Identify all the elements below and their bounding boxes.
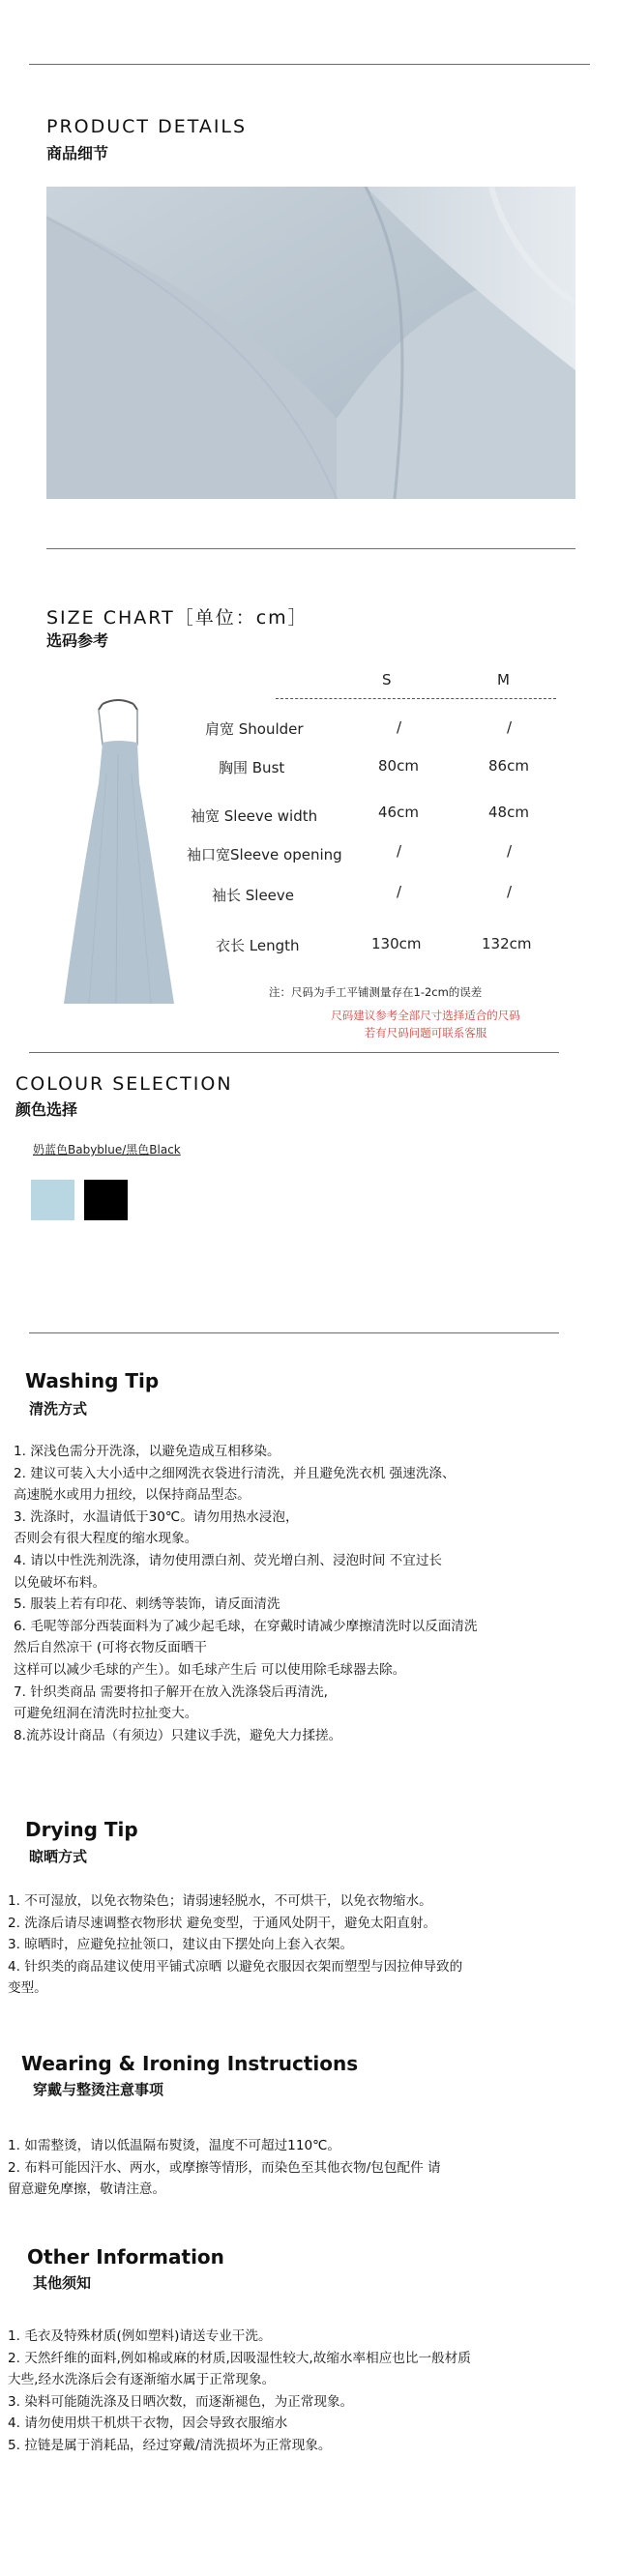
washing-line: 3. 洗涤时，水温请低于30℃。请勿用热水浸泡， [14, 1508, 299, 1525]
size-row-label: 肩宽 Shoulder [205, 720, 304, 738]
drying-line: 变型。 [8, 1980, 47, 1997]
drying-line: 3. 晾晒时，应避免拉扯领口，建议由下摆处向上套入衣架。 [8, 1937, 354, 1953]
washing-line: 8.流苏设计商品（有须边）只建议手洗，避免大力揉搓。 [14, 1727, 342, 1743]
size-row-label: 袖口宽Sleeve opening [187, 846, 342, 864]
size-row-m: / [507, 718, 513, 736]
size-row-label: 衣长 Length [216, 937, 300, 954]
other-info-subtitle: 其他须知 [33, 2274, 92, 2292]
size-row-s: / [397, 883, 402, 900]
size-col-s: S [382, 671, 392, 688]
size-row-s: / [397, 718, 402, 736]
size-note: 注：尺码为手工平铺测量存在1-2cm的误差 [269, 985, 483, 999]
wearing-line: 2. 布料可能因汗水、两水，或摩擦等情形，而染色至其他衣物/包包配件 请 [8, 2159, 441, 2176]
size-header-rule [276, 698, 556, 699]
washing-line: 以免破坏布料。 [14, 1574, 106, 1591]
washing-tip-title: Washing Tip [25, 1369, 160, 1392]
wearing-ironing-subtitle: 穿戴与整烫注意事项 [33, 2081, 164, 2098]
washing-line: 5. 服装上若有印花、刺绣等装饰，请反面清洗 [14, 1596, 280, 1613]
size-row-label: 胸围 Bust [219, 759, 285, 776]
washing-tip-list [14, 1441, 477, 1746]
washing-line: 然后自然凉干 (可将衣物反面晒干 [14, 1640, 207, 1656]
size-row-m: / [507, 883, 513, 900]
swatch-black[interactable] [84, 1180, 128, 1220]
washing-line: 1. 深浅色需分开洗涤，以避免造成互相移染。 [14, 1444, 280, 1459]
size-row-m: 86cm [488, 757, 529, 775]
size-row-s: 130cm [371, 935, 422, 952]
washing-line: 7. 针织类商品 需要将扣子解开在放入洗涤袋后再清洗, [14, 1683, 328, 1700]
size-note-red-1: 尺码建议参考全部尺寸选择适合的尺码 [331, 1009, 520, 1022]
size-chart-title: SIZE CHART［单位：cm］ [46, 607, 309, 629]
drying-line: 2. 洗涤后请尽速调整衣物形状 避免变型，于通风处阴干，避免太阳直射。 [8, 1915, 437, 1931]
washing-line: 否则会有很大程度的缩水现象。 [14, 1531, 198, 1547]
other-line: 大些,经水洗涤后会有逐渐缩水属于正常现象。 [8, 2372, 276, 2388]
other-line: 4. 请勿使用烘干机烘干衣物，因会导致衣服缩水 [8, 2415, 288, 2432]
washing-line: 6. 毛呢等部分西装面料为了减少起毛球，在穿戴时请减少摩擦清洗时以反面清洗 [14, 1618, 478, 1634]
size-chart-subtitle: 选码参考 [46, 631, 109, 650]
colour-selection-subtitle: 颜色选择 [15, 1100, 78, 1119]
size-row-s: 46cm [378, 804, 419, 821]
size-col-m: M [497, 671, 510, 688]
product-details-title: PRODUCT DETAILS [46, 116, 248, 137]
size-row-label: 袖长 Sleeve [212, 887, 295, 904]
other-info-list [8, 2326, 471, 2457]
wearing-ironing-list [8, 2135, 441, 2201]
size-note-red-2: 若有尺码问题可联系客服 [364, 1026, 487, 1039]
colour-label: 奶蓝色Babyblue/黑色Black [33, 1143, 181, 1156]
section-divider-3 [29, 1332, 559, 1333]
drying-line: 1. 不可湿放，以免衣物染色；请弱速轻脱水，不可烘干，以免衣物缩水。 [8, 1893, 432, 1909]
wearing-line: 1. 如需整烫，请以低温隔布熨烫，温度不可超过110℃。 [8, 2138, 340, 2153]
section-divider-1 [46, 548, 575, 549]
other-line: 3. 染料可能随洗涤及日晒次数，而逐渐褪色，为正常现象。 [8, 2393, 354, 2410]
washing-line: 2. 建议可装入大小适中之细网洗衣袋进行清洗，并且避免洗衣机 强速洗涤、 [14, 1465, 456, 1481]
top-divider [29, 64, 590, 65]
size-row-label: 袖宽 Sleeve width [191, 807, 318, 825]
other-line: 1. 毛衣及特殊材质(例如塑料)请送专业干洗。 [8, 2328, 272, 2344]
washing-tip-subtitle: 清洗方式 [29, 1400, 88, 1418]
wearing-ironing-title: Wearing & Ironing Instructions [21, 2052, 359, 2075]
washing-line: 这样可以减少毛球的产生）。如毛球产生后 可以使用除毛球器去除。 [14, 1661, 406, 1678]
size-row-m: 132cm [482, 935, 532, 952]
other-line: 2. 天然纤维的面料,例如棉或麻的材质,因吸湿性较大,故缩水率相应也比一般材质 [8, 2350, 471, 2366]
size-row-m: / [507, 842, 513, 860]
size-row-s: / [397, 842, 402, 860]
washing-line: 可避免纽洞在清洗时拉扯变大。 [14, 1706, 198, 1722]
drying-line: 4. 针织类的商品建议使用平铺式凉晒 以避免衣服因衣架而塑型与因拉伸导致的 [8, 1958, 463, 1975]
swatch-babyblue[interactable] [31, 1180, 74, 1220]
other-info-title: Other Information [27, 2245, 224, 2269]
section-divider-2 [29, 1052, 559, 1053]
washing-line: 4. 请以中性洗剂洗涤，请勿使用漂白剂、荧光增白剂、浸泡时间 不宜过长 [14, 1552, 443, 1568]
drying-tip-title: Drying Tip [25, 1818, 138, 1841]
washing-line: 高速脱水或用力扭绞，以保持商品型态。 [14, 1487, 251, 1504]
colour-selection-title: COLOUR SELECTION [15, 1073, 233, 1095]
wearing-line: 留意避免摩擦，敬请注意。 [8, 2181, 166, 2198]
drying-tip-list [8, 1890, 462, 2000]
drying-tip-subtitle: 晾晒方式 [29, 1848, 88, 1865]
size-row-m: 48cm [488, 804, 529, 821]
size-row-s: 80cm [378, 757, 419, 775]
dress-image [60, 696, 176, 1006]
product-details-subtitle: 商品细节 [46, 144, 109, 162]
fabric-detail-image [46, 187, 575, 499]
other-line: 5. 拉链是属于消耗品，经过穿戴/清洗损坏为正常现象。 [8, 2437, 332, 2453]
